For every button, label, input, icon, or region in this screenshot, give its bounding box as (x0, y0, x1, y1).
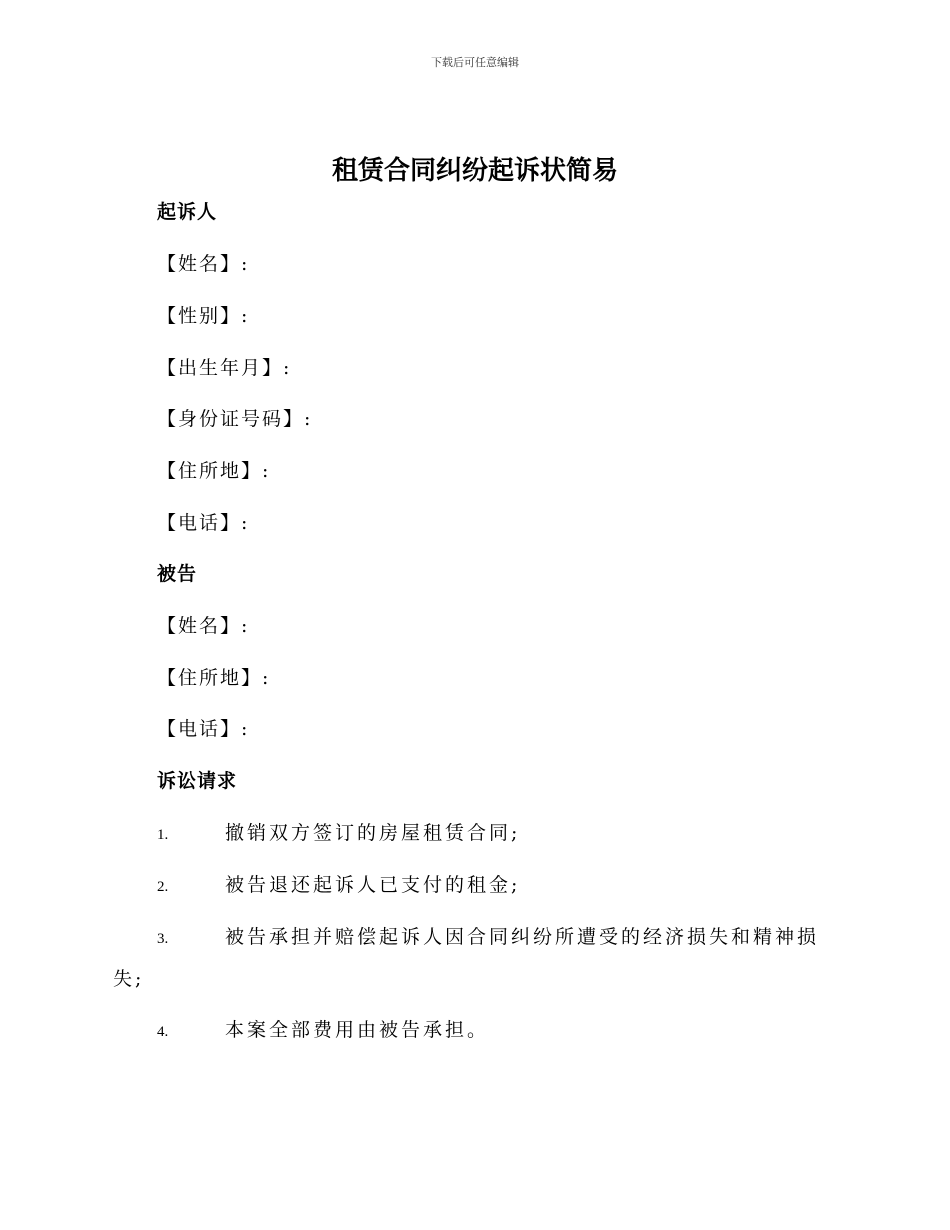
claim-item (157, 870, 520, 897)
header-note: 下载后可任意编辑 (431, 56, 519, 69)
claim-text: 被告承担并赔偿起诉人因合同纠纷所遭受的经济损失和精神损 (225, 926, 820, 948)
plaintiff-heading: 起诉人 (157, 201, 218, 223)
defendant-address-field: 【住所地】: (157, 667, 271, 689)
defendant-heading: 被告 (157, 563, 198, 585)
defendant-name-field: 【姓名】: (157, 615, 250, 637)
plaintiff-phone-field: 【电话】: (157, 512, 250, 534)
defendant-phone-field: 【电话】: (157, 718, 250, 740)
plaintiff-id-field: 【身份证号码】: (157, 408, 313, 430)
claim-text: 撤销双方签订的房屋租赁合同; (225, 822, 521, 844)
claim-text-continuation: 失; (113, 968, 145, 990)
claim-number: 3. (157, 931, 169, 947)
plaintiff-birth-field: 【出生年月】: (157, 357, 292, 379)
claim-text: 本案全部费用由被告承担。 (225, 1019, 490, 1041)
claim-text: 被告退还起诉人已支付的租金; (225, 874, 521, 896)
plaintiff-name-field: 【姓名】: (157, 253, 250, 275)
claim-number: 1. (157, 827, 169, 843)
claim-item (157, 818, 520, 845)
plaintiff-gender-field: 【性别】: (157, 305, 250, 327)
claim-item (157, 922, 819, 949)
document-title: 租赁合同纠纷起诉状简易 (331, 156, 618, 186)
claims-heading: 诉讼请求 (157, 770, 238, 792)
claim-number: 2. (157, 879, 169, 895)
claim-item (157, 1015, 489, 1042)
claim-number: 4. (157, 1024, 169, 1040)
plaintiff-address-field: 【住所地】: (157, 460, 271, 482)
